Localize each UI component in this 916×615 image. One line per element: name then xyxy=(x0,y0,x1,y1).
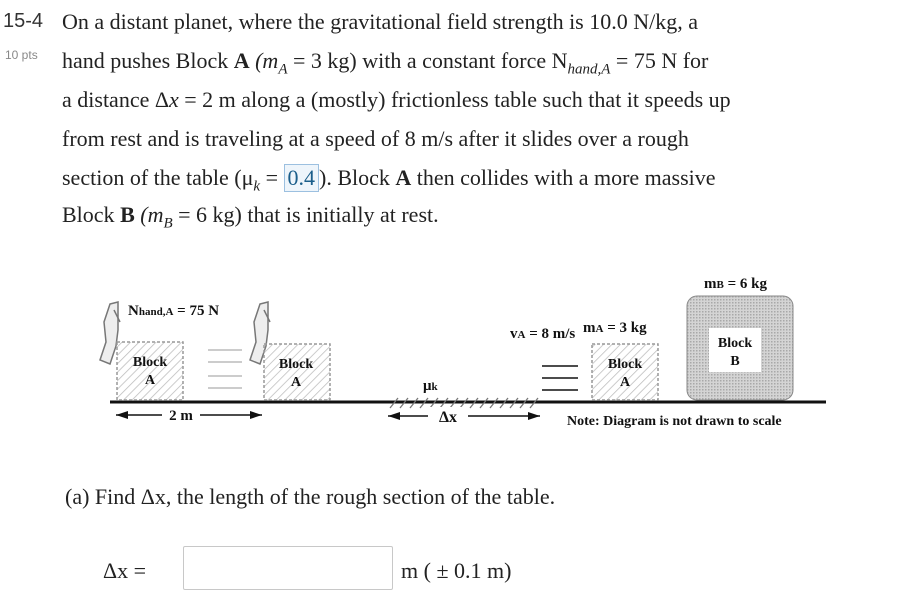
mu-k-label: μk xyxy=(423,378,438,394)
block-b-label-2: B xyxy=(730,354,740,369)
mass-a-label: mA = 3 kg xyxy=(583,320,647,336)
velocity-label: vA = 8 m/s xyxy=(510,326,576,342)
block-a-mid xyxy=(264,344,330,400)
block-a-start xyxy=(117,342,183,400)
block-a-mid-label-1: Block xyxy=(278,357,314,372)
dx-label: Δx xyxy=(438,409,458,426)
question-number: 15-4 xyxy=(3,10,44,32)
question-line-3: a distance Δx = 2 m along a (mostly) frictionless table such that it speeds up xyxy=(62,87,731,112)
block-a-start-label-1: Block xyxy=(132,355,168,370)
question-line-5: section of the table ($\mu_k = 0.4$ ). Block A then collides with a more massive xyxy=(62,165,716,195)
diagram-note: Note: Diagram is not drawn to scale xyxy=(567,414,782,429)
question-points: 10 pts xyxy=(5,48,38,62)
block-a-start-label-2: A xyxy=(144,373,156,388)
force-label: Nhand,A = 75 N xyxy=(128,303,220,319)
distance-label: 2 m xyxy=(169,408,193,424)
question-line-1: On a distant planet, where the gravitational field strength is 10.0 N/kg, a xyxy=(62,9,699,34)
motion-lines-2 xyxy=(542,366,578,390)
answer-unit: m ( ± 0.1 m) xyxy=(401,558,512,583)
question-line-2: hand pushes Block A ($m_A = 3$ kg) with a constant force $N_{hand,A} = 75$ N for xyxy=(62,48,709,78)
mu-value-box: 0.4 xyxy=(284,164,320,192)
mass-b-label: mB = 6 kg xyxy=(704,276,767,292)
motion-lines-1 xyxy=(208,350,242,388)
answer-input[interactable] xyxy=(183,546,393,590)
answer-label: Δx = xyxy=(103,558,147,583)
answer-row xyxy=(103,546,553,594)
question-line-6: Block B ($m_B = 6$ kg) that is initially at rest. xyxy=(62,202,439,232)
block-a-mid-label-2: A xyxy=(290,375,302,390)
physics-diagram xyxy=(0,260,916,440)
part-a-prompt: (a) Find Δx, the length of the rough section of the table. xyxy=(65,484,556,509)
question-line-4: from rest and is traveling at a speed of 8 m/s after it slides over a rough xyxy=(62,126,689,151)
block-a-end-label-2: A xyxy=(619,375,631,390)
block-a-end-label-1: Block xyxy=(607,357,643,372)
block-b-label-1: Block xyxy=(717,336,753,351)
block-a-end xyxy=(592,344,658,400)
